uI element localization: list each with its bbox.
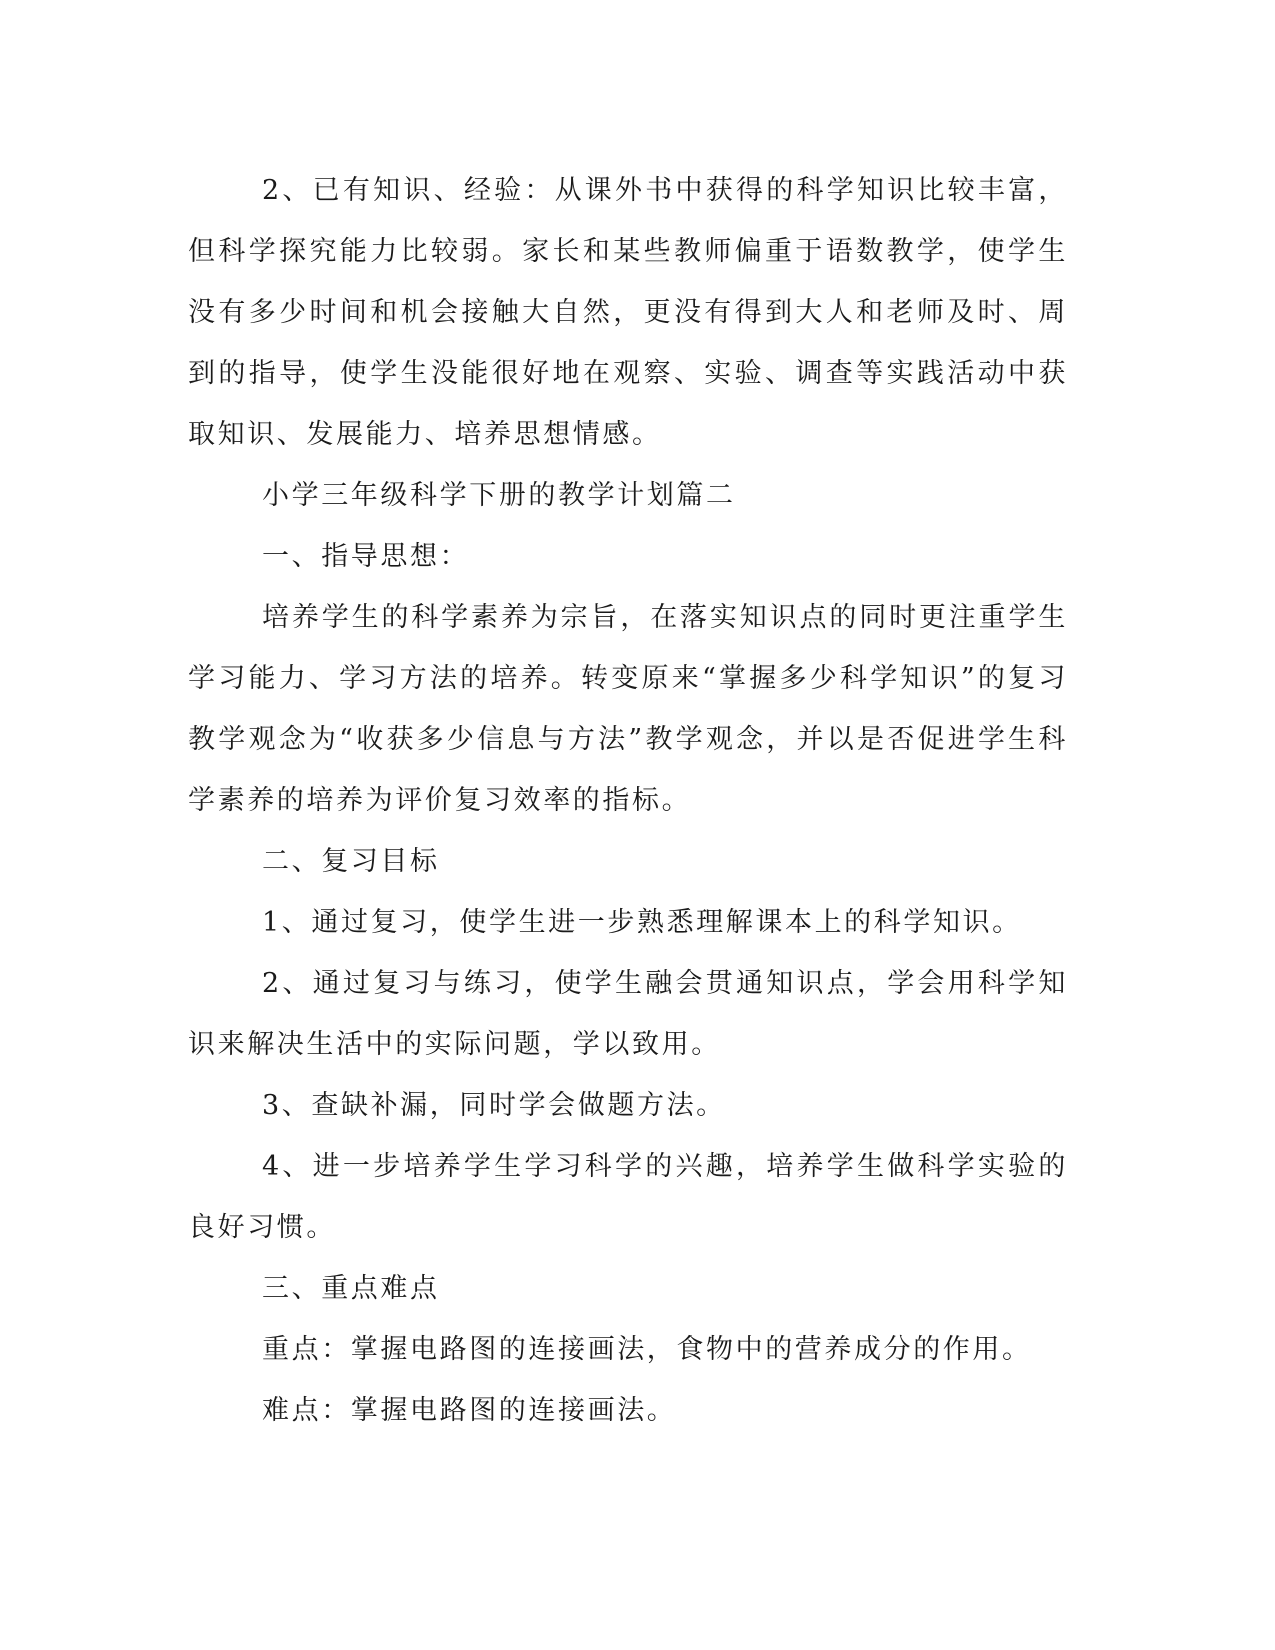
heading-review-goals: 二、复习目标: [262, 846, 440, 877]
goal-item-1: 1、通过复习，使学生进一步熟悉理解课本上的科学知识。: [262, 907, 1022, 938]
paragraph-guiding-ideology: 培养学生的科学素养为宗旨，在落实知识点的同时更注重学生学习能力、学习方法的培养。转变原来“掌握多少科学知识”的复习教学观念为“收获多少信息与方法”教学观念，并以是否促进学生科学素养的培养为评价复习效率的指标。: [188, 602, 1068, 816]
goal-item-3: 3、查缺补漏，同时学会做题方法。: [262, 1090, 726, 1121]
paragraph-prior-knowledge: 2、已有知识、经验：从课外书中获得的科学知识比较丰富，但科学探究能力比较弱。家长和某些教师偏重于语数教学，使学生没有多少时间和机会接触大自然，更没有得到大人和老师及时、周到的指导，使学生没能很好地在观察、实验、调查等实践活动中获取知识、发展能力、培养思想情感。: [188, 175, 1068, 450]
goal-item-4: 4、进一步培养学生学习科学的兴趣，培养学生做科学实验的良好习惯。: [188, 1151, 1068, 1243]
difficult-point: 难点：掌握电路图的连接画法。: [262, 1395, 677, 1426]
heading-guiding-ideology: 一、指导思想：: [262, 541, 470, 572]
key-point: 重点：掌握电路图的连接画法，食物中的营养成分的作用。: [262, 1334, 1032, 1365]
document-body: [188, 160, 1068, 1441]
section-title-plan-two: 小学三年级科学下册的教学计划篇二: [262, 480, 736, 511]
goal-item-2: 2、通过复习与练习，使学生融会贯通知识点，学会用科学知识来解决生活中的实际问题，学以致用。: [188, 968, 1068, 1060]
heading-key-difficult-points: 三、重点难点: [262, 1273, 440, 1304]
